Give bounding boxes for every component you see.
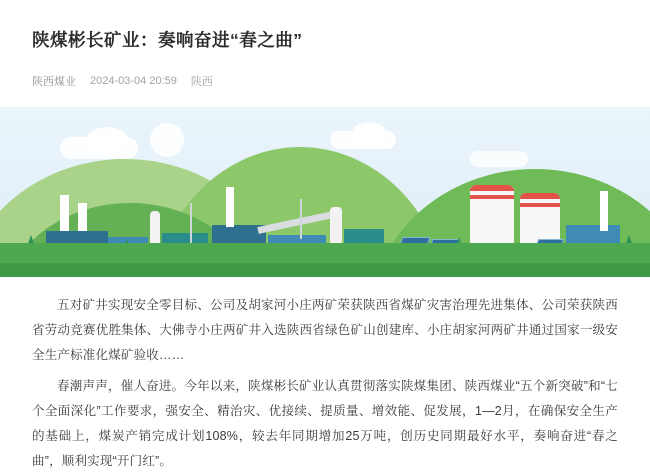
tower-band: [470, 185, 514, 191]
meta-region: 陕西: [190, 75, 213, 88]
tower-band: [470, 195, 514, 199]
ground-shadow-shape: [0, 263, 650, 277]
meta-source: 陕西煤业: [32, 75, 76, 88]
chimney-shape: [600, 191, 608, 231]
cloud-icon: [470, 151, 528, 167]
chimney-shape: [226, 187, 234, 227]
article-paragraph: 五对矿井实现安全零目标、公司及胡家河小庄两矿荣获陕西省煤矿灾害治理先进集体、公司荣获陕西省劳动竞赛优胜集体、大佛寺小庄两矿井入选陕西省绿色矿山创建库、小庄胡家河两矿井通过国家一级安全生产标准化煤矿验收……: [32, 297, 618, 362]
pylon-shape: [190, 203, 192, 243]
tower-band: [520, 193, 560, 199]
page-title: 陕煤彬长矿业：奏响奋进“春之曲”: [32, 30, 303, 50]
cloud-icon: [352, 122, 386, 144]
article-paragraph: 春潮声声，催人奋进。今年以来，陕煤彬长矿业认真贯彻落实陕煤集团、陕西煤业“五个新突破”和“七个全面深化”工作要求，强安全、精治灾、优接续、提质量、增效能、促发展，1—2月，在确保安全生产的基础上，煤炭产销完成计划108%，较去年同期增加25万吨，创历史同期最好水平，奏响奋进“春之曲”，顺利实现“开门红”。: [32, 378, 618, 468]
tower-band: [520, 203, 560, 207]
article-hero-image: [0, 107, 650, 277]
cloud-icon: [86, 127, 128, 153]
article-body: [32, 293, 618, 474]
article-meta: [32, 73, 618, 89]
meta-date: 2024-03-04 20:59: [90, 74, 177, 87]
pylon-shape: [300, 199, 302, 239]
sun-icon: [150, 123, 184, 157]
